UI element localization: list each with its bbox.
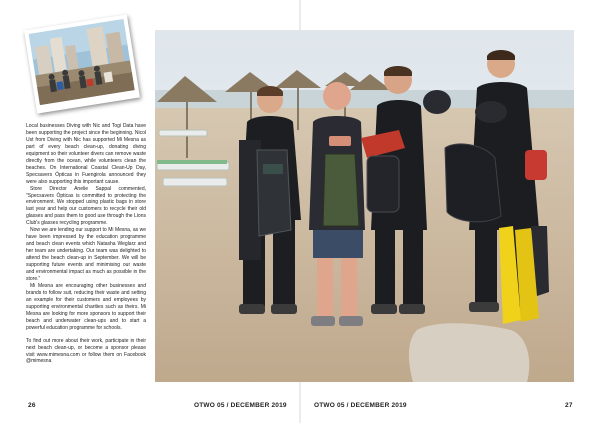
article-paragraph-4: Mi Mesna are encouraging other businesses and brands to follow suit, reducing their waste and setting an example for their customers and employees by supporting environmental charities such as theirs. Mi Mesna are looking for more sponsors to support their beach and underwater clean-ups and to start a powerful education programme for schools. <box>26 282 146 331</box>
article-paragraph-5: To find out more about their work, participate in their next beach clean-up, or become a sponsor please visit www.mimesna.com or follow them on Facebook @mimesna <box>26 337 146 365</box>
divers-on-beach-image <box>155 30 574 382</box>
inset-beach-cleanup-image <box>29 19 135 105</box>
left-running-footer: OTWO 05 / DECEMBER 2019 <box>194 402 287 409</box>
right-page-number: 27 <box>565 402 573 409</box>
article-paragraph-3: Now we are lending our support to Mi Mesna, as we have been impressed by the education programme and beach clean events which Natasha Weglarz and her team are undertaking. Our team was delighted to attend the beach clean-up in September. We will be supporting future events and minimising our waste and environmental impact as much as possible in the store." <box>26 227 146 282</box>
left-page-number: 26 <box>28 402 36 409</box>
article-body <box>26 123 146 365</box>
article-paragraph-2: Store Director Anelie Sappal commented, "Specsavers Ópticas is committed to protecting the environment. We stopped using plastic bags in store last year and help our customers to recycle their old glasses and pass them to good use through the Lions Club's glasses recycling programme. <box>26 185 146 227</box>
article-paragraph-1: Local businesses Diving with Nic and Togi Data have been supporting the project since the beginning. Nicol Ust from Diving with Nic has supported Mi Mesna as part of every beach clean-up, donating diving equipment so their volunteer divers can remove waste directly from the ocean, while volunteers clean the beaches. On International Coastal Clean-Up Day, Specsavers Ópticas in Fuengirola announced they were also supporting this important cause. <box>26 123 146 185</box>
main-divers-photo <box>155 30 574 382</box>
right-running-footer: OTWO 05 / DECEMBER 2019 <box>314 402 407 409</box>
inset-polaroid-photo <box>24 14 140 113</box>
